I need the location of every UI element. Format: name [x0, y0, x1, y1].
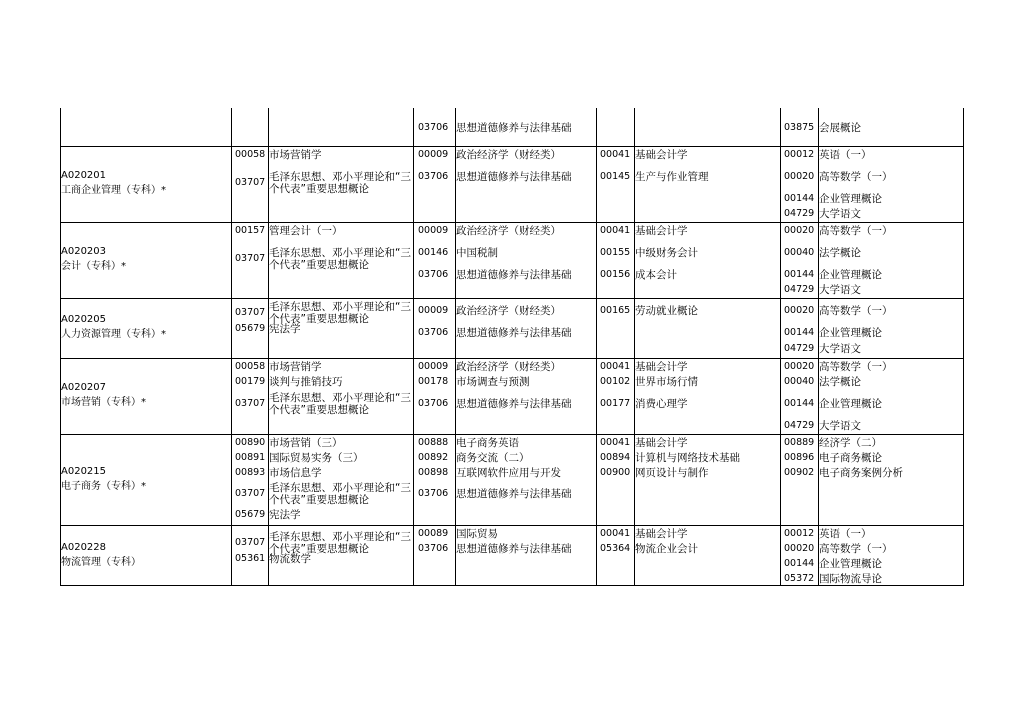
course-name: 政治经济学（财经类）	[456, 149, 561, 161]
course-code: 04729	[784, 420, 815, 431]
course-code: 00155	[600, 247, 631, 258]
course-code: 00888	[418, 437, 449, 448]
course-name: 物流数学	[269, 553, 311, 565]
course-name: 思想道德修养与法律基础	[456, 327, 572, 339]
course-name: 毛泽东思想、邓小平理论和“三 个代表”重要思想概论	[269, 482, 411, 506]
row-divider	[60, 222, 964, 223]
course-code: 00144	[784, 398, 815, 409]
course-name: 政治经济学（财经类）	[456, 225, 561, 237]
course-name: 高等数学（一）	[819, 543, 893, 555]
course-code: 00157	[235, 225, 266, 236]
course-name: 基础会计学	[635, 361, 688, 373]
table-border-col1	[231, 108, 232, 586]
course-name: 国际物流导论	[819, 573, 882, 585]
major-code: A020205	[61, 314, 107, 325]
course-name: 毛泽东思想、邓小平理论和“三 个代表”重要思想概论	[269, 392, 411, 416]
course-name: 宪法学	[269, 509, 301, 521]
row-divider	[60, 434, 964, 435]
course-code: 00089	[418, 528, 449, 539]
major-code: A020201	[61, 170, 107, 181]
course-code: 05361	[235, 553, 266, 564]
course-code: 05679	[235, 509, 266, 520]
course-code: 00040	[784, 247, 815, 258]
course-code: 00178	[418, 376, 449, 387]
course-name: 电子商务案例分析	[819, 467, 903, 479]
course-name: 企业管理概论	[819, 558, 882, 570]
course-name: 企业管理概论	[819, 398, 882, 410]
course-code: 04729	[784, 343, 815, 354]
course-code: 00020	[784, 543, 815, 554]
course-code: 00179	[235, 376, 266, 387]
course-code: 03707	[235, 398, 266, 409]
course-name: 大学语文	[819, 420, 861, 432]
course-code: 00890	[235, 437, 266, 448]
course-name: 生产与作业管理	[635, 171, 709, 183]
course-code: 00058	[235, 361, 266, 372]
course-name: 企业管理概论	[819, 327, 882, 339]
major-name: 物流管理（专科）	[61, 556, 141, 568]
course-name: 商务交流（二）	[456, 452, 530, 464]
course-name: 物流企业会计	[635, 543, 698, 555]
course-code: 00144	[784, 327, 815, 338]
course-name: 市场营销学	[269, 149, 322, 161]
course-name: 英语（一）	[819, 528, 872, 540]
course-name: 基础会计学	[635, 225, 688, 237]
course-name: 毛泽东思想、邓小平理论和“三 个代表”重要思想概论	[269, 247, 411, 271]
course-code: 04729	[784, 284, 815, 295]
course-code: 00898	[418, 467, 449, 478]
course-name: 宪法学	[269, 323, 301, 335]
course-name: 思想道德修养与法律基础	[456, 269, 572, 281]
course-code: 00891	[235, 452, 266, 463]
course-code: 03707	[235, 253, 266, 264]
course-name: 谈判与推销技巧	[269, 376, 343, 388]
course-code: 03707	[235, 307, 266, 318]
major-code: A020228	[61, 541, 107, 553]
course-name: 高等数学（一）	[819, 225, 893, 237]
course-code: 00058	[235, 149, 266, 160]
course-name: 会展概论	[819, 122, 861, 134]
course-name: 法学概论	[819, 247, 861, 259]
course-name: 劳动就业概论	[635, 305, 698, 317]
course-name: 思想道德修养与法律基础	[456, 398, 572, 410]
course-name: 思想道德修养与法律基础	[456, 543, 572, 555]
major-name: 会计（专科）*	[61, 261, 126, 272]
course-name: 大学语文	[819, 208, 861, 220]
course-code: 00902	[784, 467, 815, 478]
course-name: 高等数学（一）	[819, 361, 893, 373]
course-name: 大学语文	[819, 343, 861, 355]
course-code: 03706	[418, 122, 449, 133]
course-code: 03706	[418, 269, 449, 280]
course-code: 00146	[418, 247, 449, 258]
course-name: 思想道德修养与法律基础	[456, 488, 572, 500]
course-code: 00012	[784, 528, 815, 539]
course-code: 00040	[784, 376, 815, 387]
course-code: 05679	[235, 323, 266, 334]
course-code: 00009	[418, 225, 449, 236]
course-name: 政治经济学（财经类）	[456, 361, 561, 373]
course-name: 高等数学（一）	[819, 305, 893, 317]
course-name: 国际贸易	[456, 528, 498, 540]
course-name: 基础会计学	[635, 437, 688, 449]
course-code: 00009	[418, 305, 449, 316]
course-code: 00020	[784, 225, 815, 236]
course-code: 00041	[600, 225, 631, 236]
course-code: 03875	[784, 122, 815, 133]
course-name: 国际贸易实务（三）	[269, 452, 364, 464]
course-name: 思想道德修养与法律基础	[456, 171, 572, 183]
course-code: 05364	[600, 543, 631, 554]
course-code: 00894	[600, 452, 631, 463]
major-name: 人力资源管理（专科）*	[61, 329, 166, 340]
course-name: 电子商务英语	[456, 437, 519, 449]
course-name: 政治经济学（财经类）	[456, 305, 561, 317]
course-name: 基础会计学	[635, 528, 688, 540]
course-name: 大学语文	[819, 284, 861, 296]
major-code: A020215	[61, 465, 107, 477]
course-name: 高等数学（一）	[819, 171, 893, 183]
course-name: 成本会计	[635, 269, 677, 281]
course-code: 00144	[784, 558, 815, 569]
course-code: 00144	[784, 269, 815, 280]
course-name: 管理会计（一）	[269, 225, 343, 237]
table-border-right	[963, 108, 964, 586]
course-code: 00889	[784, 437, 815, 448]
row-divider	[60, 358, 964, 359]
course-name: 市场信息学	[269, 467, 322, 479]
course-code: 03706	[418, 398, 449, 409]
course-name: 互联网软件应用与开发	[456, 467, 561, 479]
course-code: 00041	[600, 149, 631, 160]
course-name: 世界市场行情	[635, 376, 698, 388]
course-code: 05372	[784, 573, 815, 584]
course-code: 03707	[235, 177, 266, 188]
course-name: 电子商务概论	[819, 452, 882, 464]
course-name: 法学概论	[819, 376, 861, 388]
course-name: 毛泽东思想、邓小平理论和“三 个代表”重要思想概论	[269, 301, 411, 325]
course-code: 00156	[600, 269, 631, 280]
course-name: 中国税制	[456, 247, 498, 259]
course-code: 03707	[235, 537, 266, 548]
course-code: 03706	[418, 543, 449, 554]
course-name: 计算机与网络技术基础	[635, 452, 740, 464]
course-name: 英语（一）	[819, 149, 872, 161]
course-name: 市场营销学	[269, 361, 322, 373]
course-code: 00020	[784, 305, 815, 316]
course-name: 毛泽东思想、邓小平理论和“三 个代表”重要思想概论	[269, 531, 411, 555]
course-name: 企业管理概论	[819, 193, 882, 205]
row-divider	[60, 525, 964, 526]
course-name: 中级财务会计	[635, 247, 698, 259]
course-name: 基础会计学	[635, 149, 688, 161]
course-table	[60, 108, 964, 586]
major-name: 电子商务（专科）*	[61, 480, 146, 492]
table-border-col7	[780, 108, 781, 586]
course-code: 00020	[784, 171, 815, 182]
course-code: 00041	[600, 361, 631, 372]
course-code: 03706	[418, 488, 449, 499]
course-code: 00145	[600, 171, 631, 182]
course-name: 网页设计与制作	[635, 467, 709, 479]
course-code: 00144	[784, 193, 815, 204]
course-code: 03706	[418, 171, 449, 182]
major-code: A020207	[61, 382, 107, 393]
row-divider	[60, 298, 964, 299]
course-name: 市场调查与预测	[456, 376, 530, 388]
row-divider	[60, 146, 964, 147]
table-border-col3	[413, 108, 414, 586]
course-name: 思想道德修养与法律基础	[456, 122, 572, 134]
course-code: 00893	[235, 467, 266, 478]
course-code: 03707	[235, 488, 266, 499]
course-code: 00102	[600, 376, 631, 387]
course-code: 00009	[418, 149, 449, 160]
course-code: 00892	[418, 452, 449, 463]
course-code: 04729	[784, 208, 815, 219]
course-code: 00177	[600, 398, 631, 409]
course-name: 毛泽东思想、邓小平理论和“三 个代表”重要思想概论	[269, 171, 411, 195]
course-code: 00896	[784, 452, 815, 463]
major-name: 市场营销（专科）*	[61, 397, 146, 408]
row-divider	[60, 585, 964, 586]
course-code: 00020	[784, 361, 815, 372]
course-code: 00009	[418, 361, 449, 372]
course-name: 消费心理学	[635, 398, 688, 410]
course-code: 00900	[600, 467, 631, 478]
course-name: 企业管理概论	[819, 269, 882, 281]
course-code: 00041	[600, 528, 631, 539]
table-border-col5	[596, 108, 597, 586]
course-code: 00012	[784, 149, 815, 160]
major-code: A020203	[61, 246, 107, 257]
course-name: 市场营销（三）	[269, 437, 343, 449]
course-name: 经济学（二）	[819, 437, 882, 449]
major-name: 工商企业管理（专科）*	[61, 185, 166, 196]
course-code: 00041	[600, 437, 631, 448]
course-code: 00165	[600, 305, 631, 316]
course-code: 03706	[418, 327, 449, 338]
